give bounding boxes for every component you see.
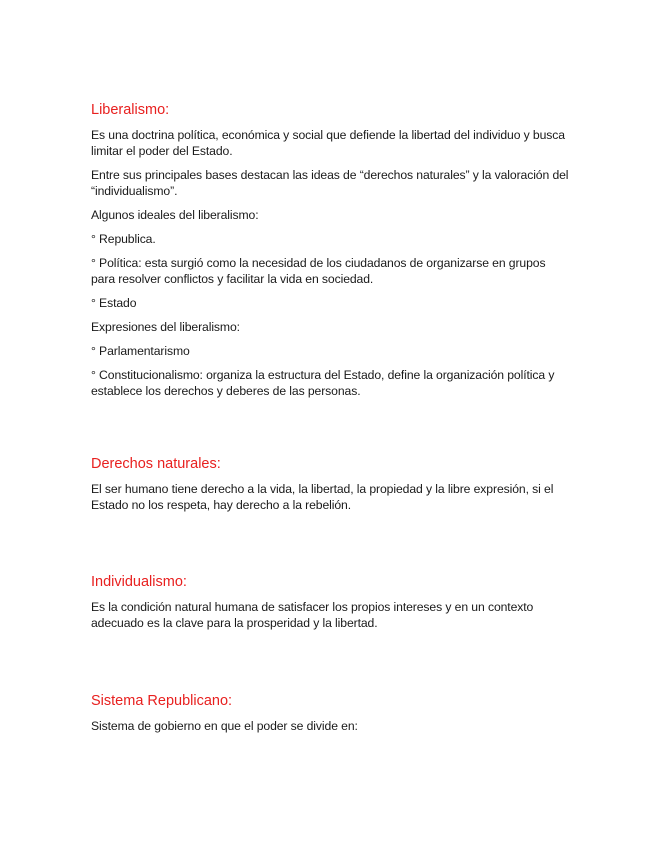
section-individualismo [91,573,571,631]
section-sistema-republicano [91,692,571,734]
list-item-parlamentarismo: ° Parlamentarismo [91,344,190,358]
paragraph-individualismo: Es la condición natural humana de satisfacer los propios intereses y en un contexto adecuado es la clave para la prosperidad y la libertad. [91,600,534,630]
heading-sistema-republicano: Sistema Republicano: [91,693,233,709]
paragraph-bases: Entre sus principales bases destacan las ideas de “derechos naturales” y la valoración del “individualismo”. [91,168,569,198]
paragraph-expresiones-intro: Expresiones del liberalismo: [91,320,240,334]
heading-individualismo: Individualismo: [91,574,187,590]
paragraph-derechos: El ser humano tiene derecho a la vida, la libertad, la propiedad y la libre expresión, si el Estado no los respeta, hay derecho a la rebelión. [91,482,554,512]
paragraph-sistema-republicano: Sistema de gobierno en que el poder se divide en: [91,719,358,733]
heading-derechos-naturales: Derechos naturales: [91,456,221,472]
list-item-estado: ° Estado [91,296,137,310]
list-item-republica: ° Republica. [91,232,156,246]
document-content [91,101,571,742]
heading-liberalismo: Liberalismo: [91,102,170,118]
list-item-constitucionalismo: ° Constitucionalismo: organiza la estructura del Estado, define la organización política y establece los derechos y deberes de las personas. [91,368,555,398]
section-derechos-naturales [91,455,571,513]
list-item-politica: ° Política: esta surgió como la necesidad de los ciudadanos de organizarse en grupos para resolver conflictos y facilitar la vida en sociedad. [91,256,546,286]
paragraph-definition: Es una doctrina política, económica y social que defiende la libertad del individuo y busca limitar el poder del Estado. [91,128,565,158]
paragraph-ideales-intro: Algunos ideales del liberalismo: [91,208,259,222]
section-liberalismo [91,101,571,399]
